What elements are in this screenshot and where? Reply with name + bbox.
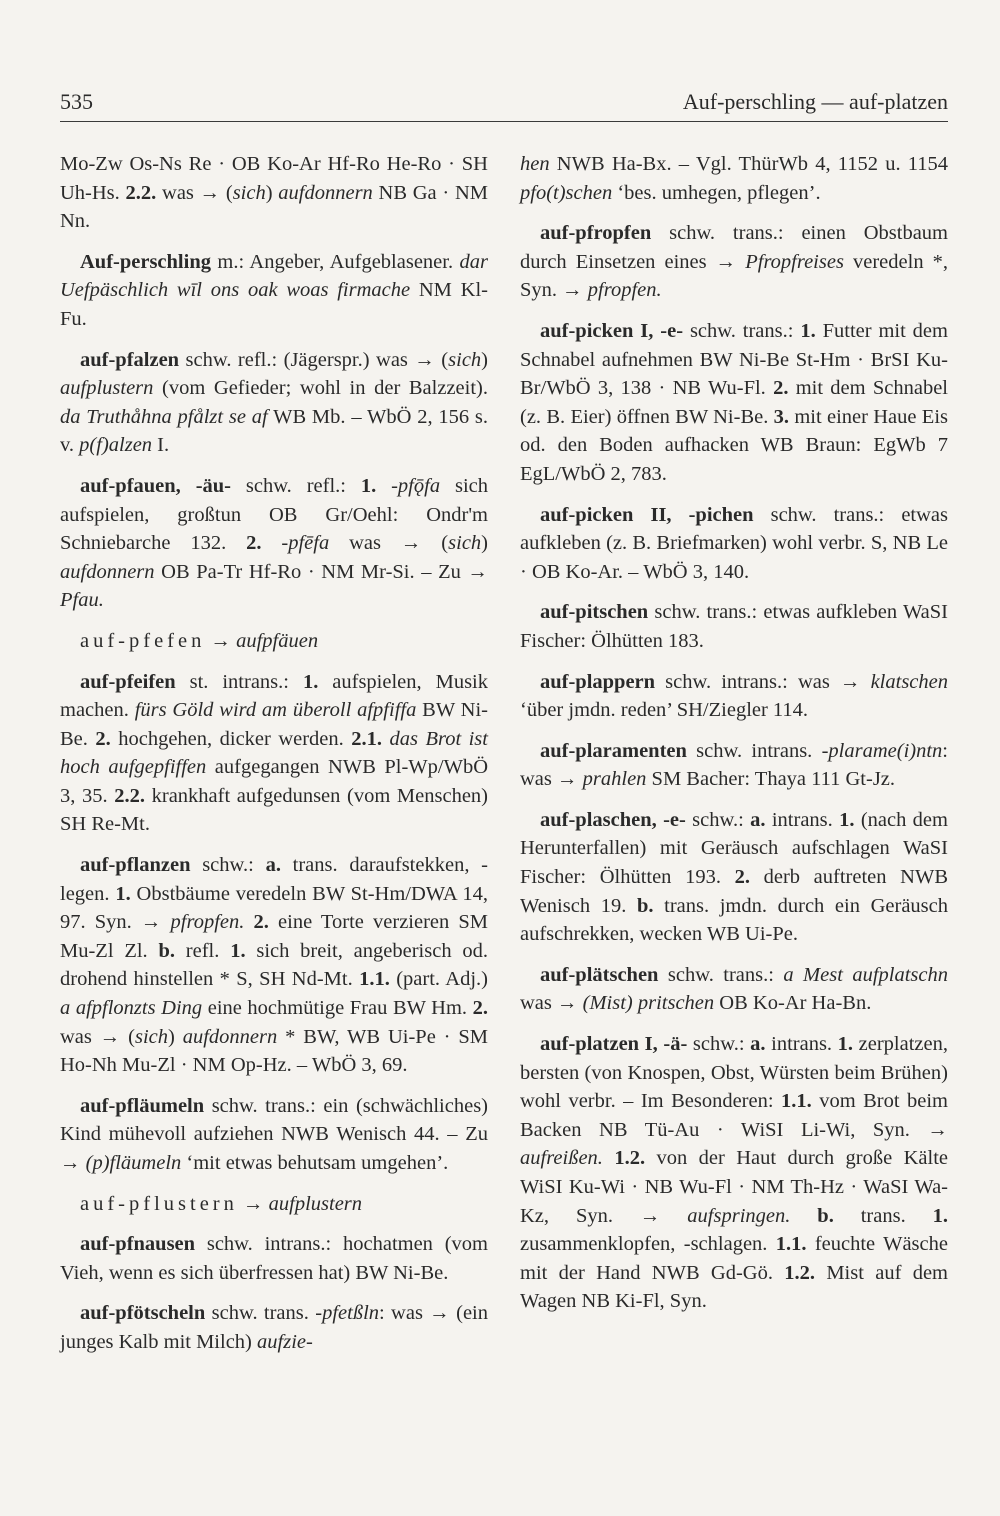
dictionary-entry: auf-pfnausen schw. intrans.: hochatmen (vom Vieh, wenn es sich überfressen hat) BW Ni-Be. [60, 1233, 488, 1284]
page-number: 535 [60, 89, 93, 114]
dictionary-entry: auf-pfefen → aufpfäuen [80, 629, 319, 652]
entry-continuation: hen NWB Ha-Bx. – Vgl. ThürWb 4, 1152 u. 1154 pfo(t)schen ‘bes. umhegen, pflegen’. [520, 153, 948, 204]
dictionary-entry: auf-pfropfen schw. trans.: einen Obstbaum durch Einsetzen eines → Pfropfreises veredeln *, Syn. → pfropfen. [520, 222, 949, 302]
dictionary-entry: auf-pfalzen schw. refl.: (Jägerspr.) was → (sich) aufplustern (vom Gefieder; wohl in der Balzzeit). da Truthåhna pfålzt se af WB Mb. – WbÖ 2, 156 s. v. p(f)alzen I. [60, 348, 489, 457]
dictionary-entry: auf-picken I, -e- schw. trans.: 1. Futter mit dem Schnabel aufnehmen BW Ni-Be St-Hm · BrSI Ku-Br/WbÖ 3, 138 · NB Wu-Fl. 2. mit dem Schnabel (z. B. Eier) öffnen BW Ni-Be. 3. mit einer Haue Eis od. den Boden aufhacken WB Braun: EgWb 7 EgL/WbÖ 2, 783. [520, 319, 948, 485]
dictionary-entry: auf-pfläumeln schw. trans.: ein (schwächliches) Kind mühevoll aufziehen NWB Wenisch 44. – Zu → (p)fläumeln ‘mit etwas behutsam umgehen’. [60, 1094, 488, 1174]
dictionary-entry: auf-platzen I, -ä- schw.: a. intrans. 1. zerplatzen, bersten (von Knospen, Obst, Würsten beim Brühen) wohl verbr. – Im Besonderen: 1.1. vom Brot beim Backen NB Tü-Au · WiSI Li-Wi, Syn. → aufreißen. 1.2. von der Haut durch große Kälte WiSI Ku-Wi · NB Wu-Fl · NM Th-Hz · WaSI Wa-Kz, Syn. → aufspringen. b. trans. 1. zusammenklopfen, -schlagen. 1.1. feuchte Wäsche mit der Hand NWB Gd-Gö. 1.2. Mist auf dem Wagen NB Ki-Fl, Syn. [520, 1033, 948, 1313]
left-column [60, 150, 488, 1369]
dictionary-entry: auf-plappern schw. intrans.: was → klatschen ‘über jmdn. reden’ SH/Ziegler 114. [520, 670, 948, 722]
dictionary-entry: auf-pfauen, -äu- schw. refl.: 1. -pfǭfa sich aufspielen, großtun OB Gr/Oehl: Ondr'm Schniebarche 132. 2. -pfēfa was → (sich) aufdonnern OB Pa-Tr Hf-Ro · NM Mr-Si. – Zu → Pfau. [60, 474, 488, 612]
running-title: Auf-perschling — auf-platzen [682, 89, 948, 114]
page-header [60, 88, 948, 116]
dictionary-entry: auf-pflustern → aufplustern [80, 1192, 363, 1215]
dictionary-entry: auf-plätschen schw. trans.: a Mest aufplatschn was → (Mist) pritschen OB Ko-Ar Ha-Bn. [520, 963, 948, 1015]
dictionary-entry: auf-pfötscheln schw. trans. -pfetßln: was → (ein junges Kalb mit Milch) aufzie- [60, 1302, 489, 1353]
dictionary-entry: auf-picken II, -pichen schw. trans.: etwas aufkleben (z. B. Briefmarken) wohl verbr. S, NB Le · OB Ko-Ar. – WbÖ 3, 140. [520, 503, 948, 583]
dictionary-entry: auf-plaschen, -e- schw.: a. intrans. 1. (nach dem Herunterfallen) mit Geräusch aufschlagen WaSI Fischer: Ölhütten 193. 2. derb auftreten NWB Wenisch 19. b. trans. jmdn. durch ein Geräusch aufschrekken, wecken WB Ui-Pe. [520, 808, 948, 946]
dictionary-entry: auf-pflanzen schw.: a. trans. daraufstekken, -legen. 1. Obstbäume veredeln BW St-Hm/DWA 14, 97. Syn. → pfropfen. 2. eine Torte verzieren SM Mu-Zl Zl. b. refl. 1. sich breit, angeberisch od. drohend hinstellen * S, SH Nd-Mt. 1.1. (part. Adj.) a afpflonzts Ding eine hochmütige Frau BW Hm. 2. was → (sich) aufdonnern * BW, WB Ui-Pe · SM Ho-Nh Mu-Zl · NM Op-Hz. – WbÖ 3, 69. [60, 854, 489, 1077]
right-column [520, 150, 948, 1328]
entry-continuation: Mo-Zw Os-Ns Re · OB Ko-Ar Hf-Ro He-Ro · SH Uh-Hs. 2.2. was → (sich) aufdonnern NB Ga · NM Nn. [60, 153, 488, 233]
dictionary-entry: auf-pitschen schw. trans.: etwas aufkleben WaSI Fischer: Ölhütten 183. [520, 601, 948, 652]
dictionary-entry: auf-pfeifen st. intrans.: 1. aufspielen, Musik machen. fürs Göld wird am überoll afpfiffa BW Ni-Be. 2. hochgehen, dicker werden. 2.1. das Brot ist hoch aufgepfiffen aufgegangen NWB Pl-Wp/WbÖ 3, 35. 2.2. krankhaft aufgedunsen (vom Menschen) SH Re-Mt. [60, 670, 489, 836]
dictionary-entry: Auf-perschling m.: Angeber, Aufgeblasener. dar Uefpäschlich wīl ons oak woas firmache NM Kl-Fu. [60, 250, 488, 330]
dictionary-entry: auf-plaramenten schw. intrans. -plarame(i)ntn: was → prahlen SM Bacher: Thaya 111 Gt-Jz. [520, 739, 948, 791]
header-rule [60, 121, 948, 122]
